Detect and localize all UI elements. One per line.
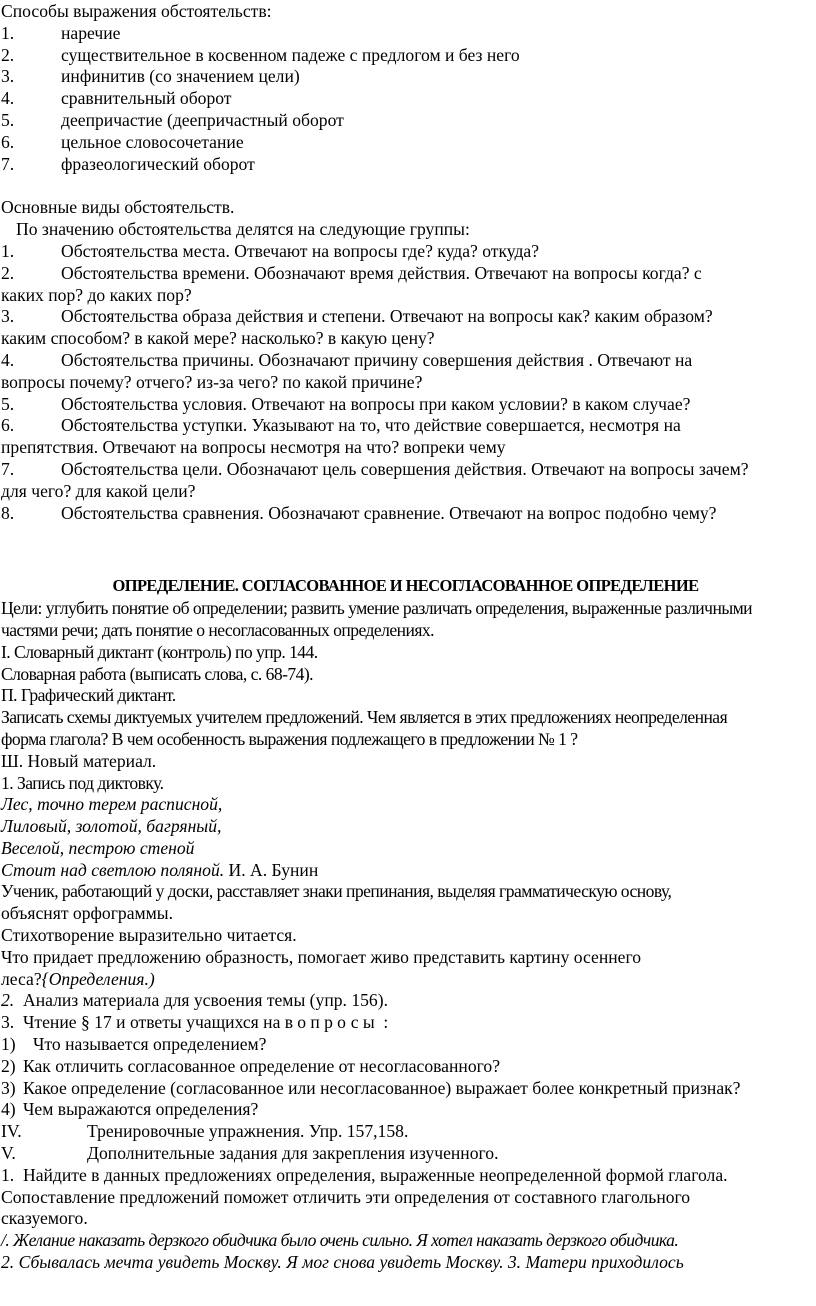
list-item-number: 3. (1, 66, 15, 87)
list-item-text: Обстоятельства времени. Обозначают время действия. Отвечают на вопросы когда? с (61, 262, 702, 283)
pupil-task-continuation: объяснят орфограммы. (1, 903, 174, 924)
list-item-text: Обстоятельства условия. Отвечают на вопросы при каком условии? в каком случае? (61, 393, 691, 414)
list-item (1, 1078, 810, 1100)
list-item-text: цельное словосочетание (61, 131, 244, 152)
spacer (1, 175, 810, 197)
list-item-number: 5. (1, 393, 15, 414)
list-item (1, 1034, 810, 1056)
list-item-text: Обстоятельства места. Отвечают на вопросы где? куда? откуда? (61, 240, 540, 261)
list-item-text: Обстоятельства образа действия и степени. Отвечают на вопросы как? каким образом? (61, 306, 713, 327)
list-item-text: Обстоятельства сравнения. Обозначают сравнение. Отвечают на вопрос подобно чему? (61, 502, 717, 523)
list-item-number: 2. (1, 262, 15, 283)
lesson-step-4 (1, 1121, 810, 1143)
list-item-text: фразеологический оборот (61, 153, 255, 174)
list-item-number: 1. (1, 240, 15, 261)
exercise-task-continuation: Сопоставление предложений поможет отличить эти определения от составного глагольного (1, 1186, 691, 1207)
list-item-number: 2) (1, 1055, 16, 1076)
poem-line: Лес, точно терем расписной, (1, 794, 223, 815)
list-item-continuation: вопросы почему? отчего? из-за чего? по какой причине? (1, 371, 423, 392)
list-item-number: 8. (1, 502, 15, 523)
section2-heading: Основные виды обстоятельств. (1, 197, 235, 218)
list-item-continuation: препятствия. Отвечают на вопросы несмотря на что? вопреки чему (1, 437, 506, 458)
reading-note: Стихотворение выразительно читается. (1, 925, 297, 946)
list-item-text: Обстоятельства уступки. Указывают на то, что действие совершается, несмотря на (61, 415, 681, 436)
exercise-task-continuation: сказуемого. (1, 1208, 88, 1229)
lesson-step-3: Ш. Новый материал. (1, 750, 157, 771)
reading-step (1, 1012, 810, 1034)
list-item (1, 88, 810, 110)
list-item-text: Обстоятельства цели. Обозначают цель совершения действия. Отвечают на вопросы зачем? (61, 458, 749, 479)
lesson-title: ОПРЕДЕЛЕНИЕ. СОГЛАСОВАННОЕ И НЕСОГЛАСОВАННОЕ ОПРЕДЕЛЕНИЕ (112, 576, 699, 596)
list-item-text: Что называется определением? (33, 1034, 267, 1055)
list-item (1, 45, 810, 67)
list-item-text: Обстоятельства причины. Обозначают причину совершения действия . Отвечают на (61, 349, 693, 370)
list-item (1, 415, 810, 459)
list-item (1, 1056, 810, 1078)
section1-list (1, 23, 810, 176)
list-item-continuation: каких пор? до каких пор? (1, 284, 192, 305)
list-item (1, 459, 810, 503)
step-text: Анализ материала для усвоения темы (упр. 156). (23, 990, 388, 1011)
list-item (1, 263, 810, 307)
list-item-number: 3. (1, 306, 15, 327)
analysis-step (1, 990, 810, 1012)
lesson-step-2: П. Графический диктант. (1, 685, 176, 706)
list-item-number: 7. (1, 458, 15, 479)
question: Что придает предложению образность, помогает живо представить картину осеннего (1, 946, 642, 967)
list-item (1, 306, 810, 350)
step-number: 2. (1, 990, 15, 1011)
list-item (1, 241, 810, 263)
list-item-number: 1. (1, 22, 15, 43)
list-item (1, 394, 810, 416)
lesson-goals-continuation: частями речи; дать понятие о несогласованных определениях. (1, 619, 434, 640)
section2-subheading: По значению обстоятельства делятся на следующие группы: (16, 219, 470, 240)
question-text: леса? (1, 968, 42, 989)
list-item (1, 110, 810, 132)
list-item-number: 4. (1, 88, 15, 109)
list-item (1, 503, 810, 525)
vocabulary-work: Словарная работа (выписать слова, с. 68-74). (1, 663, 314, 684)
lesson-goals: Цели: углубить понятие об определении; развить умение различать определения, выраженные различными (1, 598, 753, 619)
step-text: Чтение § 17 и ответы учащихся на (23, 1012, 285, 1033)
section2-list (1, 241, 810, 524)
question-continuation (1, 969, 810, 991)
step-text: Дополнительные задания для закрепления изученного. (87, 1143, 499, 1164)
list-item-text: существительное в косвенном падеже с предлогом и без него (61, 44, 520, 65)
spaced-word: вопросы (284, 1012, 379, 1033)
spacer (1, 524, 810, 567)
list-item-number: 3) (1, 1077, 16, 1098)
list-item (1, 154, 810, 176)
dictation-task-continuation: форма глагола? В чем особенность выражения подлежащего в предложении № 1 ? (1, 728, 578, 749)
list-item-text: Чем выражаются определения? (23, 1099, 259, 1120)
lesson-step-1: I. Словарный диктант (контроль) по упр. 144. (1, 641, 318, 662)
list-item-text: инфинитив (со значением цели) (61, 66, 300, 87)
list-item-number: 4) (1, 1099, 16, 1120)
lesson-step-5 (1, 1143, 810, 1165)
step-number: 3. (1, 1012, 15, 1033)
list-item (1, 1099, 810, 1121)
list-item-continuation: для чего? для какой цели? (1, 480, 196, 501)
step-text-end: : (378, 1012, 389, 1033)
poem-line: Веселой, пестрою стеной (1, 837, 195, 858)
poem-last-line (1, 860, 810, 882)
list-item-number: 1) (1, 1034, 16, 1055)
list-item-number: 6. (1, 131, 15, 152)
step-number: IV. (1, 1121, 22, 1142)
list-item-number: 2. (1, 44, 15, 65)
list-item-number: 6. (1, 415, 15, 436)
questions-list (1, 1034, 810, 1121)
list-item-number: 5. (1, 109, 15, 130)
dictation-heading: 1. Запись под диктовку. (1, 772, 164, 793)
list-item-continuation: каким способом? в какой мере? насколько? в какую цену? (1, 328, 435, 349)
list-item-number: 7. (1, 153, 15, 174)
poem (1, 794, 810, 881)
list-item (1, 66, 810, 88)
list-item-text: сравнительный оборот (61, 88, 232, 109)
list-item (1, 23, 810, 45)
poem-line: Лиловый, золотой, багряный, (1, 816, 222, 837)
exercise-sentences: /. Желание наказать дерзкого обидчика было очень сильно. Я хотел наказать дерзкого обидчика. (1, 1230, 679, 1251)
step-number: V. (1, 1143, 16, 1164)
list-item-text: наречие (61, 22, 121, 43)
list-item-text: Какое определение (согласованное или несогласованное) выражает более конкретный признак? (23, 1077, 741, 1098)
question-answer: {Определения.) (41, 968, 155, 989)
list-item (1, 350, 810, 394)
list-item-text: Как отличить согласованное определение от несогласованного? (23, 1055, 501, 1076)
list-item (1, 132, 810, 154)
list-item-number: 4. (1, 349, 15, 370)
section1-heading: Способы выражения обстоятельств: (1, 1, 272, 21)
dictation-task: Записать схемы диктуемых учителем предложений. Чем является в этих предложениях неопределенная (1, 707, 728, 728)
poem-author: И. А. Бунин (224, 859, 319, 880)
pupil-task: Ученик, работающий у доски, расставляет знаки препинания, выделяя грамматическую основу, (1, 881, 672, 902)
exercise-sentences-continuation: 2. Сбывалась мечта увидеть Москву. Я мог снова увидеть Москву. 3. Матери приходилось (1, 1252, 684, 1273)
exercise-task: 1. Найдите в данных предложениях определения, выраженные неопределенной формой глагола. (1, 1164, 728, 1185)
poem-line: Стоит над светлою поляной. (1, 859, 225, 880)
list-item-text: деепричастие (деепричастный оборот (61, 109, 344, 130)
step-text: Тренировочные упражнения. Упр. 157,158. (87, 1121, 409, 1142)
